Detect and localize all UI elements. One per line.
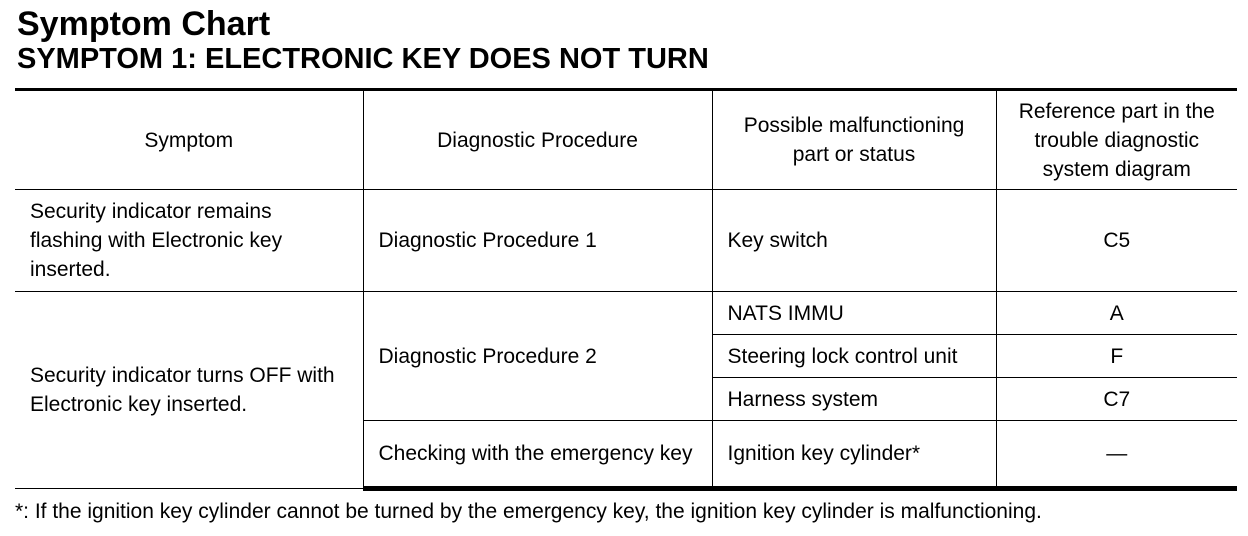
procedure-cell: Diagnostic Procedure 2 [363,292,712,421]
table-header-row [15,90,1237,190]
table-row [15,292,1237,335]
part-cell: Key switch [712,190,996,292]
header-reference-part: Reference part in the trouble diagnostic system diagram [996,90,1237,190]
reference-cell: — [996,421,1237,489]
symptom-cell: Security indicator turns OFF with Electronic key inserted. [15,292,363,489]
header-symptom: Symptom [15,90,363,190]
part-cell: Harness system [712,378,996,421]
part-cell: Steering lock control unit [712,335,996,378]
procedure-cell: Checking with the emergency key [363,421,712,489]
procedure-cell: Diagnostic Procedure 1 [363,190,712,292]
part-cell: Ignition key cylinder* [712,421,996,489]
reference-cell: F [996,335,1237,378]
reference-cell: C7 [996,378,1237,421]
part-cell: NATS IMMU [712,292,996,335]
table-row [15,190,1237,292]
section-heading: SYMPTOM 1: ELECTRONIC KEY DOES NOT TURN [17,43,709,75]
symptom-table [15,88,1237,491]
header-diagnostic-procedure: Diagnostic Procedure [363,90,712,190]
reference-cell: A [996,292,1237,335]
symptom-cell: Security indicator remains flashing with Electronic key inserted. [15,190,363,292]
footnote: *: If the ignition key cylinder cannot be turned by the emergency key, the ignition key cylinder is malfunctioning. [15,500,1042,523]
page-title: Symptom Chart [17,5,271,43]
header-possible-part: Possible malfunctioning part or status [712,90,996,190]
reference-cell: C5 [996,190,1237,292]
